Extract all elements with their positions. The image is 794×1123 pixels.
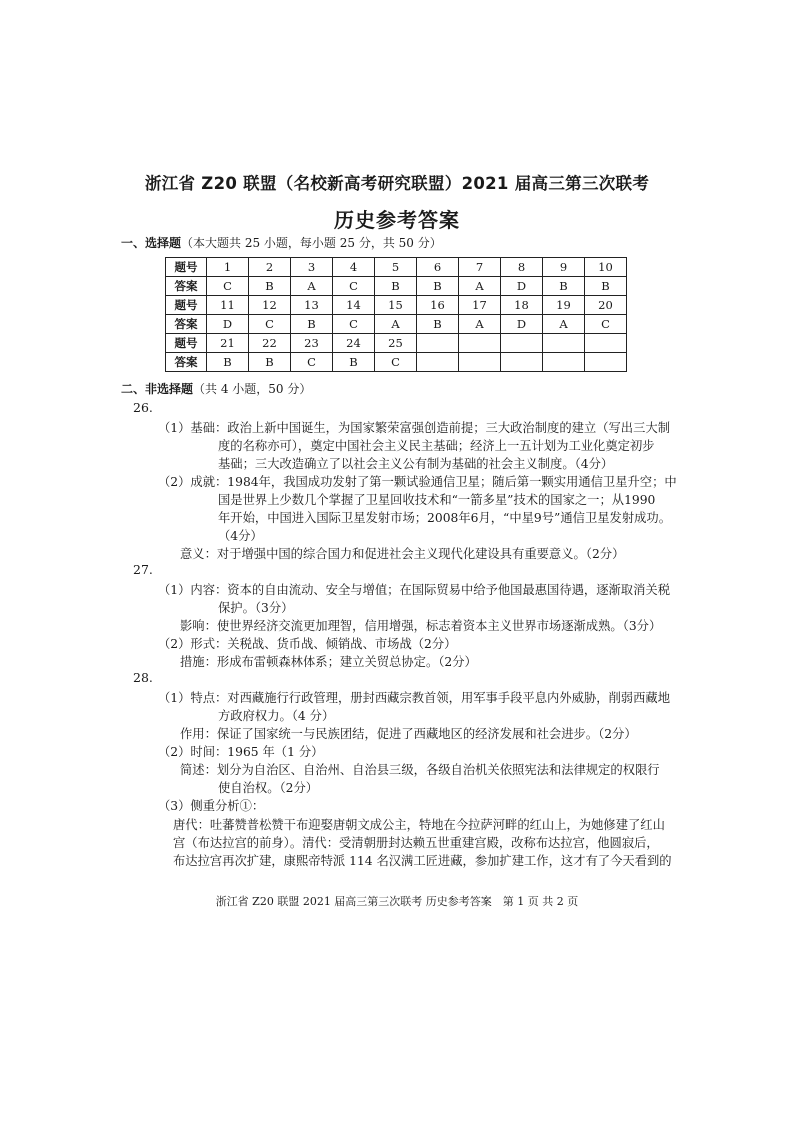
- answer-line: 简述：划分为自治区、自治州、自治县三级，各级自治机关依照宪法和法律规定的权限行: [180, 763, 660, 777]
- question-number: 26.: [133, 400, 153, 415]
- answer-line: 保护。（3分）: [218, 601, 294, 615]
- answer-line: 唐代：吐蕃赞普松赞干布迎娶唐朝文成公主，特地在今拉萨河畔的红山上，为她修建了红山: [173, 818, 665, 832]
- answer-cell: [501, 353, 543, 372]
- answer-cell: B: [333, 353, 375, 372]
- answer-line: 度的名称亦可），奠定中国社会主义民主基础；经济上一五计划为工业化奠定初步: [218, 439, 655, 453]
- question-number-cell: 3: [291, 258, 333, 277]
- section-desc: （本大题共 25 小题，每小题 25 分，共 50 分）: [181, 236, 442, 250]
- answer-cell: B: [417, 315, 459, 334]
- answer-cell: A: [459, 277, 501, 296]
- answer-cell: B: [249, 277, 291, 296]
- section-heading-choice: [121, 234, 442, 251]
- question-number-cell: [501, 334, 543, 353]
- answer-line: （2）成就：1984年，我国成功发射了第一颗试验通信卫星；随后第一颗实用通信卫星升空；中: [158, 475, 677, 489]
- question-number-cell: 5: [375, 258, 417, 277]
- answer-cell: D: [501, 315, 543, 334]
- question-number-cell: 2: [249, 258, 291, 277]
- answer-cell: [543, 353, 585, 372]
- answer-cell: C: [291, 353, 333, 372]
- answer-cell: B: [375, 277, 417, 296]
- question-number-cell: 16: [417, 296, 459, 315]
- question-number-cell: 23: [291, 334, 333, 353]
- answer-cell: B: [417, 277, 459, 296]
- question-number-cell: 19: [543, 296, 585, 315]
- section-heading-nonchoice: [121, 380, 311, 397]
- row-label: 答案: [166, 315, 207, 334]
- question-number-cell: 8: [501, 258, 543, 277]
- question-number-row: [166, 334, 627, 353]
- question-number-cell: 12: [249, 296, 291, 315]
- answer-row: [166, 353, 627, 372]
- question-number-cell: 25: [375, 334, 417, 353]
- answer-line: 布达拉宫再次扩建，康熙帝特派 114 名汉满工匠进藏，参加扩建工作，这才有了今天看到的: [173, 854, 672, 868]
- question-number-row: [166, 258, 627, 277]
- answer-line: （2）时间：1965 年（1 分）: [158, 745, 324, 759]
- question-number: 27.: [133, 562, 153, 577]
- answer-cell: A: [543, 315, 585, 334]
- document-title: 浙江省 Z20 联盟（名校新高考研究联盟）2021 届高三第三次联考: [144, 174, 650, 193]
- answer-row: [166, 315, 627, 334]
- question-number-cell: 18: [501, 296, 543, 315]
- answer-cell: B: [291, 315, 333, 334]
- row-label: 答案: [166, 353, 207, 372]
- section-title: 一、选择题: [121, 236, 182, 250]
- answer-cell: C: [333, 315, 375, 334]
- question-number-cell: 15: [375, 296, 417, 315]
- question-number-cell: [585, 334, 627, 353]
- question-number-cell: [543, 334, 585, 353]
- answer-cell: B: [543, 277, 585, 296]
- question-number-cell: [417, 334, 459, 353]
- answer-line: （1）内容：资本的自由流动、安全与增值；在国际贸易中给予他国最惠国待遇，逐渐取消关税: [158, 583, 670, 597]
- question-number-cell: 22: [249, 334, 291, 353]
- row-label: 题号: [166, 296, 207, 315]
- question-number-cell: 4: [333, 258, 375, 277]
- answer-line: 国是世界上少数几个掌握了卫星回收技术和“一箭多星”技术的国家之一；从1990: [218, 493, 656, 507]
- row-label: 题号: [166, 334, 207, 353]
- answer-cell: A: [291, 277, 333, 296]
- answer-cell: D: [207, 315, 249, 334]
- question-number-cell: 14: [333, 296, 375, 315]
- answer-cell: B: [249, 353, 291, 372]
- answer-line: （1）基础：政治上新中国诞生，为国家繁荣富强创造前提；三大政治制度的建立（写出三大制: [158, 421, 670, 435]
- section-desc: （共 4 小题，50 分）: [193, 382, 312, 396]
- question-number-cell: 6: [417, 258, 459, 277]
- answer-cell: B: [585, 277, 627, 296]
- answer-line: （1）特点：对西藏施行行政管理，册封西藏宗教首领，用军事手段平息内外威胁，削弱西藏地: [158, 691, 670, 705]
- answer-cell: B: [207, 353, 249, 372]
- answer-cell: A: [459, 315, 501, 334]
- question-number-cell: 13: [291, 296, 333, 315]
- answer-cell: C: [207, 277, 249, 296]
- question-number-cell: 17: [459, 296, 501, 315]
- answer-line: 使自治权。（2分）: [218, 781, 319, 795]
- row-label: 题号: [166, 258, 207, 277]
- answer-cell: C: [375, 353, 417, 372]
- document-subtitle: 历史参考答案: [334, 208, 460, 232]
- answer-cell: C: [249, 315, 291, 334]
- page-footer: 浙江省 Z20 联盟 2021 届高三第三次联考 历史参考答案 第 1 页 共 2 页: [215, 895, 579, 908]
- answer-line: 意义：对于增强中国的综合国力和促进社会主义现代化建设具有重要意义。（2分）: [180, 547, 625, 561]
- answer-cell: A: [375, 315, 417, 334]
- answer-line: 影响：使世界经济交流更加理智，信用增强，标志着资本主义世界市场逐渐成熟。（3分）: [180, 619, 662, 633]
- question-number-cell: 20: [585, 296, 627, 315]
- answer-cell: [417, 353, 459, 372]
- answer-line: 基础；三大改造确立了以社会主义公有制为基础的社会主义制度。（4分）: [218, 457, 614, 471]
- question-number-cell: 7: [459, 258, 501, 277]
- question-number-cell: 24: [333, 334, 375, 353]
- answer-line: （2）形式：关税战、货币战、倾销战、市场战（2分）: [158, 637, 457, 651]
- answer-line: 措施：形成布雷顿森林体系；建立关贸总协定。（2分）: [180, 655, 477, 669]
- section-title: 二、非选择题: [121, 382, 194, 396]
- answer-cell: C: [333, 277, 375, 296]
- answer-cell: C: [585, 315, 627, 334]
- row-label: 答案: [166, 277, 207, 296]
- answer-line: 年开始，中国进入国际卫星发射市场；2008年6月，“中星9号”通信卫星发射成功。: [218, 511, 672, 525]
- answer-cell: [585, 353, 627, 372]
- answer-cell: D: [501, 277, 543, 296]
- question-number-cell: 11: [207, 296, 249, 315]
- answer-line: 作用：保证了国家统一与民族团结，促进了西藏地区的经济发展和社会进步。（2分）: [180, 727, 637, 741]
- question-number-cell: [459, 334, 501, 353]
- answer-table: [165, 257, 627, 372]
- answer-cell: [459, 353, 501, 372]
- question-number-cell: 1: [207, 258, 249, 277]
- question-number-row: [166, 296, 627, 315]
- question-number-cell: 9: [543, 258, 585, 277]
- question-number: 28.: [133, 670, 153, 685]
- answer-line: 宫（布达拉宫的前身）。清代：受清朝册封达赖五世重建宫殿，改称布达拉宫，他圆寂后，: [173, 836, 659, 850]
- answer-line: 方政府权力。（4 分）: [218, 709, 335, 723]
- answer-row: [166, 277, 627, 296]
- question-number-cell: 10: [585, 258, 627, 277]
- answer-line: （3）侧重分析①：: [158, 799, 265, 813]
- question-number-cell: 21: [207, 334, 249, 353]
- answer-line: （4分）: [218, 529, 263, 543]
